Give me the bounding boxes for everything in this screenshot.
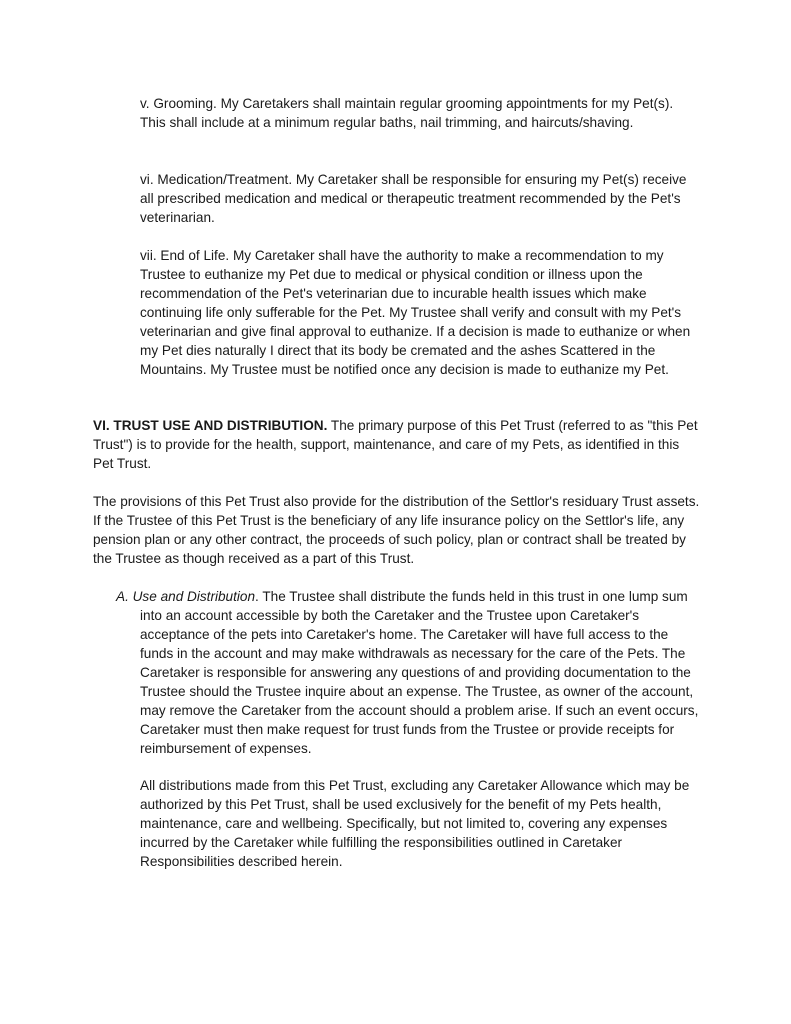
trust-use-paragraph (93, 416, 700, 473)
use-distribution-body: . The Trustee shall distribute the funds held in this trust in one lump sum into an account accessible by both the Caretaker and the Trustee upon Caretaker's acceptance of the pets into Caretaker's home. The Caretaker will have full access to the funds in the account and may make withdrawals as necessary for the care of the Pets. The Caretaker is responsible for answering any questions of and providing documentation to the Trustee should the Trustee inquire about an expense. The Trustee, as owner of the account, may remove the Caretaker from the account should a problem arise. If such an event occurs, Caretaker must then make request for trust funds from the Trustee or provide receipts for reimbursement of expenses. (140, 589, 699, 756)
trust-use-heading: VI. TRUST USE AND DISTRIBUTION. (93, 418, 328, 433)
medication-paragraph: vi. Medication/Treatment. My Caretaker shall be responsible for ensuring my Pet(s) receive all prescribed medication and medical or therapeutic treatment recommended by the Pet's veterinarian. (140, 172, 687, 225)
provisions-paragraph: The provisions of this Pet Trust also provide for the distribution of the Settlor's residuary Trust assets. If the Trustee of this Pet Trust is the beneficiary of any life insurance policy on the Settlor's life, any pension plan or any other contract, the proceeds of such policy, plan or contract shall be treated by the Trustee as though received as a part of this Trust. (93, 494, 700, 566)
grooming-paragraph: v. Grooming. My Caretakers shall maintain regular grooming appointments for my Pet(s). This shall include at a minimum regular baths, nail trimming, and haircuts/shaving. (140, 96, 674, 130)
use-distribution-heading: A. Use and Distribution (116, 589, 256, 604)
all-distributions-paragraph: All distributions made from this Pet Trust, excluding any Caretaker Allowance which may be authorized by this Pet Trust, shall be used exclusively for the benefit of my Pets health, maintenance, care and wellbeing. Specifically, but not limited to, covering any expenses incurred by the Caretaker while fulfilling the responsibilities outlined in Caretaker Responsibilities described herein. (140, 778, 690, 869)
use-distribution-paragraph (116, 587, 700, 758)
trust-use-body: The primary purpose of this Pet Trust (referred to as "this Pet Trust") is to provide for the health, support, maintenance, and care of my Pets, as identified in this Pet Trust. (93, 418, 698, 471)
end-of-life-paragraph: vii. End of Life. My Caretaker shall have the authority to make a recommendation to my Trustee to euthanize my Pet due to medical or physical condition or illness upon the recommendation of the Pet's veterinarian due to incurable health issues which make continuing life only sufferable for the Pet. My Trustee shall verify and consult with my Pet's veterinarian and give final approval to euthanize. If a decision is made to euthanize or when my Pet dies naturally I direct that its body be cremated and the ashes Scattered in the Mountains. My Trustee must be notified once any decision is made to euthanize my Pet. (140, 248, 691, 377)
